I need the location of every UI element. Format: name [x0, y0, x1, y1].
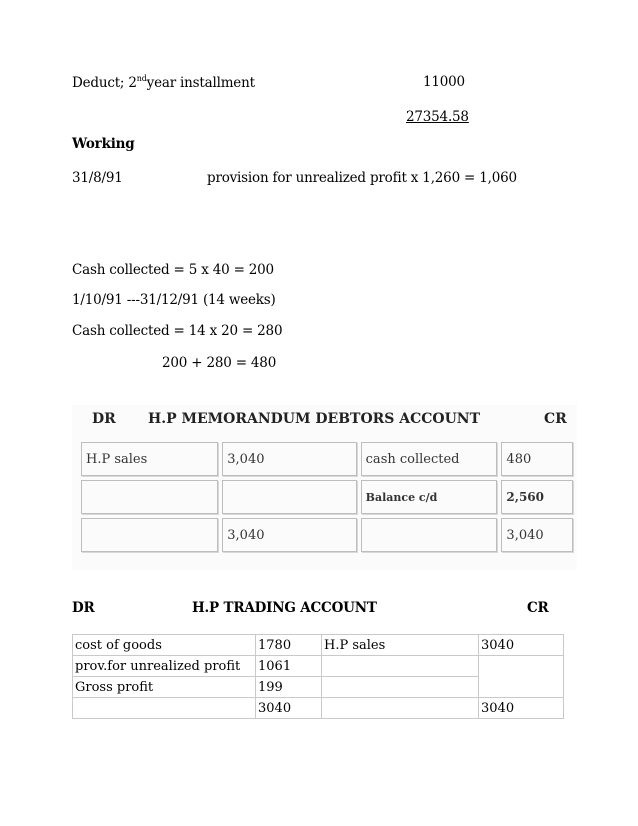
trading-table: [72, 634, 564, 719]
table-cell: Gross profit: [73, 677, 256, 698]
table-cell: Balance c/d: [361, 480, 498, 514]
table-cell: [81, 518, 218, 552]
cash-collected-1: Cash collected = 5 x 40 = 200: [72, 262, 274, 278]
deduct-label: Deduct; 2: [72, 75, 137, 91]
table-cell: 480: [501, 442, 573, 476]
table-cell: H.P sales: [322, 635, 479, 656]
table-cell: 3040: [479, 698, 564, 719]
table-cell: [322, 656, 479, 677]
cash-collected-2: Cash collected = 14 x 20 = 280: [72, 323, 283, 339]
table-cell: 3,040: [501, 518, 573, 552]
memorandum-debtors-account: [72, 405, 577, 570]
memo-title: H.P MEMORANDUM DEBTORS ACCOUNT: [148, 411, 481, 427]
provision-text: provision for unrealized profit x 1,260 = 1,060: [207, 170, 517, 186]
table-row: [73, 698, 564, 719]
table-cell: [81, 480, 218, 514]
deduct-line: [72, 74, 255, 91]
table-cell: [361, 518, 498, 552]
table-cell: [479, 656, 564, 698]
table-cell: [322, 698, 479, 719]
trade-dr-label: DR: [72, 600, 95, 616]
table-cell: 3040: [256, 698, 322, 719]
subtotal-amount: 27354.58: [406, 109, 469, 125]
memo-dr-label: DR: [92, 411, 116, 427]
table-cell: cost of goods: [73, 635, 256, 656]
deduct-ordinal: nd: [136, 74, 147, 83]
table-cell: H.P sales: [81, 442, 218, 476]
deduct-rest: year installment: [146, 75, 255, 91]
table-row: [81, 480, 573, 514]
table-cell: 199: [256, 677, 322, 698]
table-cell: prov.for unrealized profit: [73, 656, 256, 677]
trade-title: H.P TRADING ACCOUNT: [192, 600, 377, 616]
period-line: 1/10/91 ---31/12/91 (14 weeks): [72, 292, 276, 308]
working-date: 31/8/91: [72, 170, 123, 186]
trade-cr-label: CR: [527, 600, 549, 616]
table-row: [81, 518, 573, 552]
table-cell: 3,040: [222, 518, 356, 552]
table-cell: 1061: [256, 656, 322, 677]
memo-table: [77, 438, 577, 556]
table-row: [81, 442, 573, 476]
table-cell: 1780: [256, 635, 322, 656]
working-heading: Working: [72, 136, 135, 152]
table-cell: [322, 677, 479, 698]
table-cell: [222, 480, 356, 514]
table-row: [73, 656, 564, 677]
total-line: 200 + 280 = 480: [162, 355, 277, 371]
table-cell: 2,560: [501, 480, 573, 514]
table-cell: 3040: [479, 635, 564, 656]
deduct-amount: 11000: [423, 74, 465, 90]
memo-cr-label: CR: [544, 411, 567, 427]
table-cell: 3,040: [222, 442, 356, 476]
table-row: [73, 635, 564, 656]
table-cell: cash collected: [361, 442, 498, 476]
table-cell: [73, 698, 256, 719]
